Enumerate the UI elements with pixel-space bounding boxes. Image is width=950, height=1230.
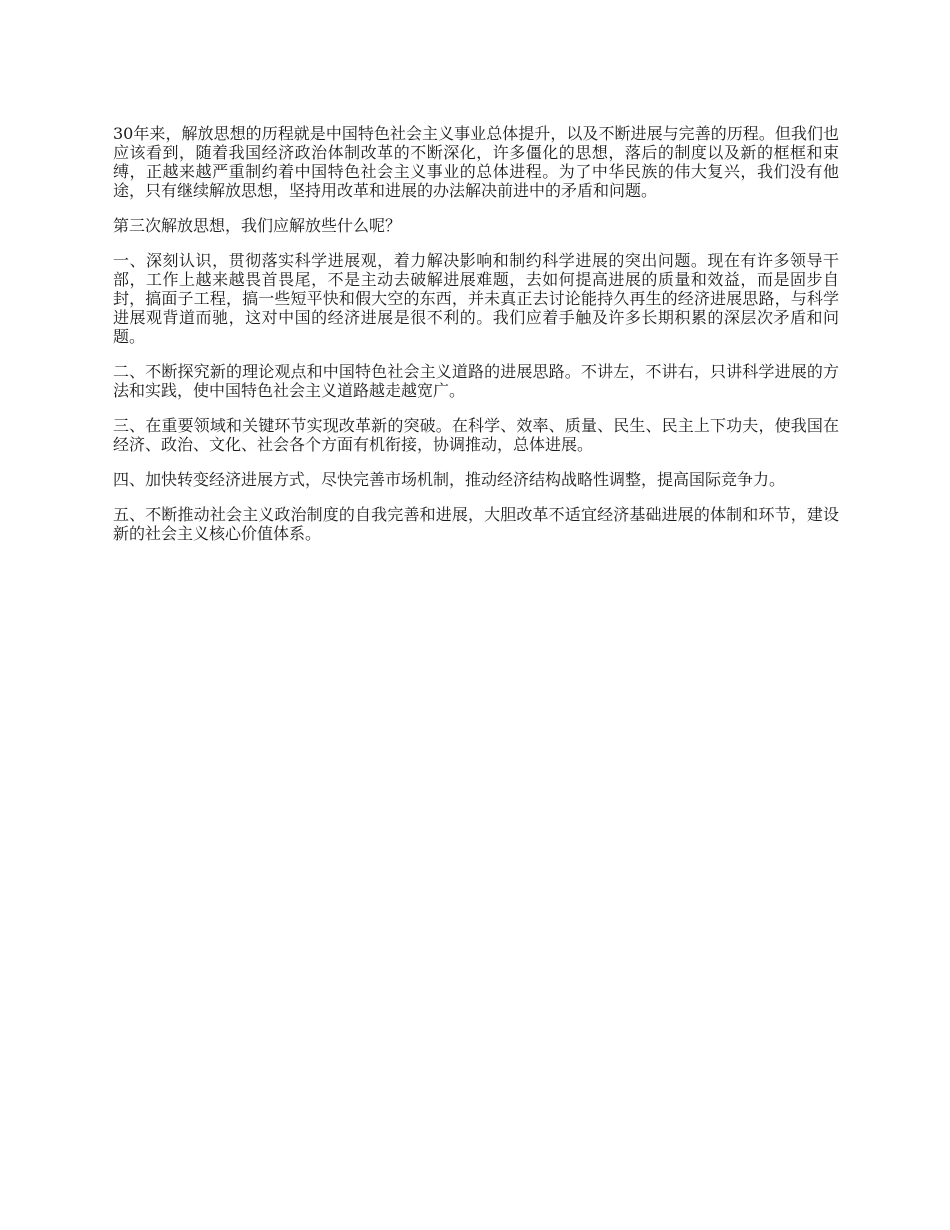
paragraph-question: 第三次解放思想，我们应解放些什么呢？ bbox=[113, 216, 402, 235]
paragraph-point-2: 二、不断探究新的理论观点和中国特色社会主义道路的进展思路。不讲左，不讲右，只讲科学进展的方法和实践，使中国特色社会主义道路越走越宽广。 bbox=[113, 362, 839, 400]
document-body bbox=[113, 124, 839, 559]
paragraph-point-5: 五、不断推动社会主义政治制度的自我完善和进展，大胆改革不适宜经济基础进展的体制和环节，建设新的社会主义核心价值体系。 bbox=[113, 505, 839, 543]
paragraph-point-1: 一、深刻认识，贯彻落实科学进展观，着力解决影响和制约科学进展的突出问题。现在有许多领导干部，工作上越来越畏首畏尾，不是主动去破解进展难题，去如何提高进展的质量和效益，而是固步自封，搞面子工程，搞一些短平快和假大空的东西，并未真正去讨论能持久再生的经济进展思路，与科学进展观背道而驰，这对中国的经济进展是很不利的。我们应着手触及许多长期积累的深层次矛盾和问题。 bbox=[113, 251, 839, 346]
paragraph-point-3: 三、在重要领域和关键环节实现改革新的突破。在科学、效率、质量、民生、民主上下功夫，使我国在经济、政治、文化、社会各个方面有机衔接，协调推动，总体进展。 bbox=[113, 416, 839, 454]
paragraph-intro: 30年来，解放思想的历程就是中国特色社会主义事业总体提升，以及不断进展与完善的历程。但我们也应该看到，随着我国经济政治体制改革的不断深化，许多僵化的思想，落后的制度以及新的框框和束缚，正越来越严重制约着中国特色社会主义事业的总体进程。为了中华民族的伟大复兴，我们没有他途，只有继续解放思想，坚持用改革和进展的办法解决前进中的矛盾和问题。 bbox=[113, 124, 839, 200]
paragraph-point-4: 四、加快转变经济进展方式，尽快完善市场机制，推动经济结构战略性调整，提高国际竞争力。 bbox=[113, 470, 786, 489]
